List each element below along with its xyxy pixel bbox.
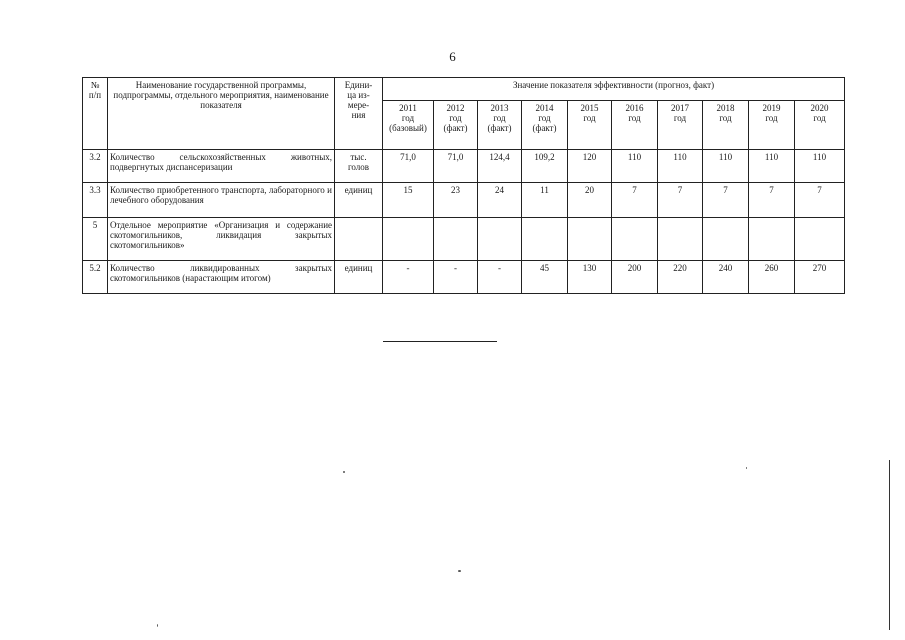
header-year: 2019 год xyxy=(749,101,795,150)
value-cell: 260 xyxy=(749,261,795,294)
value-cell: 110 xyxy=(612,150,658,183)
value-cell: 71,0 xyxy=(434,150,478,183)
scan-speck xyxy=(343,471,345,473)
row-unit xyxy=(335,218,383,261)
value-cell xyxy=(383,218,434,261)
header-year: 2013 год (факт) xyxy=(478,101,522,150)
row-number: 5.2 xyxy=(83,261,108,294)
scan-edge-line xyxy=(889,460,890,630)
value-cell: 120 xyxy=(568,150,612,183)
header-year: 2015 год xyxy=(568,101,612,150)
value-cell xyxy=(478,218,522,261)
value-cell: 110 xyxy=(749,150,795,183)
value-cell xyxy=(658,218,703,261)
row-number: 3.3 xyxy=(83,183,108,218)
row-unit: единиц xyxy=(335,183,383,218)
header-year: 2012 год (факт) xyxy=(434,101,478,150)
value-cell xyxy=(749,218,795,261)
header-year: 2011 год (базовый) xyxy=(383,101,434,150)
row-name: Отдельное мероприятие «Организация и содержание скотомогильников, ликвидация закрытых скотомогильников» xyxy=(108,218,335,261)
table-header xyxy=(83,78,845,150)
value-cell: 109,2 xyxy=(522,150,568,183)
value-cell: 220 xyxy=(658,261,703,294)
table-row xyxy=(83,150,845,183)
row-unit: тыс. голов xyxy=(335,150,383,183)
value-cell: 110 xyxy=(658,150,703,183)
value-cell: 200 xyxy=(612,261,658,294)
value-cell: 7 xyxy=(612,183,658,218)
value-cell: 7 xyxy=(658,183,703,218)
value-cell: 20 xyxy=(568,183,612,218)
row-name: Количество ликвидированных закрытых скотомогильников (нарастающим итогом) xyxy=(108,261,335,294)
value-cell xyxy=(703,218,749,261)
value-cell: 240 xyxy=(703,261,749,294)
table-row xyxy=(83,183,845,218)
indicators-table xyxy=(82,77,845,294)
value-cell: 7 xyxy=(749,183,795,218)
value-cell: 7 xyxy=(795,183,845,218)
scan-speck xyxy=(458,570,461,572)
header-year: 2014 год (факт) xyxy=(522,101,568,150)
value-cell: 71,0 xyxy=(383,150,434,183)
scan-speck xyxy=(746,467,747,469)
value-cell xyxy=(795,218,845,261)
row-unit: единиц xyxy=(335,261,383,294)
value-cell: - xyxy=(434,261,478,294)
row-number: 3.2 xyxy=(83,150,108,183)
row-name: Количество сельскохозяйственных животных, подвергнутых диспансеризации xyxy=(108,150,335,183)
value-cell xyxy=(434,218,478,261)
value-cell: 23 xyxy=(434,183,478,218)
value-cell xyxy=(612,218,658,261)
page-number: 6 xyxy=(449,49,456,64)
header-year: 2016 год xyxy=(612,101,658,150)
header-name: Наименование государственной программы, подпрограммы, отдельного мероприятия, наименование показателя xyxy=(108,78,335,150)
row-number: 5 xyxy=(83,218,108,261)
value-cell: 45 xyxy=(522,261,568,294)
value-cell: 270 xyxy=(795,261,845,294)
value-cell: 130 xyxy=(568,261,612,294)
table-row xyxy=(83,218,845,261)
table-body xyxy=(83,150,845,294)
value-cell: 11 xyxy=(522,183,568,218)
table-row xyxy=(83,261,845,294)
header-unit: Едини- ца из- мере- ния xyxy=(335,78,383,150)
header-year: 2018 год xyxy=(703,101,749,150)
value-cell xyxy=(522,218,568,261)
header-values-group: Значение показателя эффективности (прогноз, факт) xyxy=(383,78,845,101)
value-cell: 15 xyxy=(383,183,434,218)
header-num: № п/п xyxy=(83,78,108,150)
value-cell: - xyxy=(383,261,434,294)
header-year: 2017 год xyxy=(658,101,703,150)
value-cell: 24 xyxy=(478,183,522,218)
value-cell: 124,4 xyxy=(478,150,522,183)
value-cell: 110 xyxy=(703,150,749,183)
header-year: 2020 год xyxy=(795,101,845,150)
scan-speck xyxy=(157,624,158,627)
closing-rule xyxy=(383,341,497,342)
value-cell: 110 xyxy=(795,150,845,183)
value-cell xyxy=(568,218,612,261)
value-cell: - xyxy=(478,261,522,294)
value-cell: 7 xyxy=(703,183,749,218)
row-name: Количество приобретенного транспорта, лабораторного и лечебного оборудования xyxy=(108,183,335,218)
